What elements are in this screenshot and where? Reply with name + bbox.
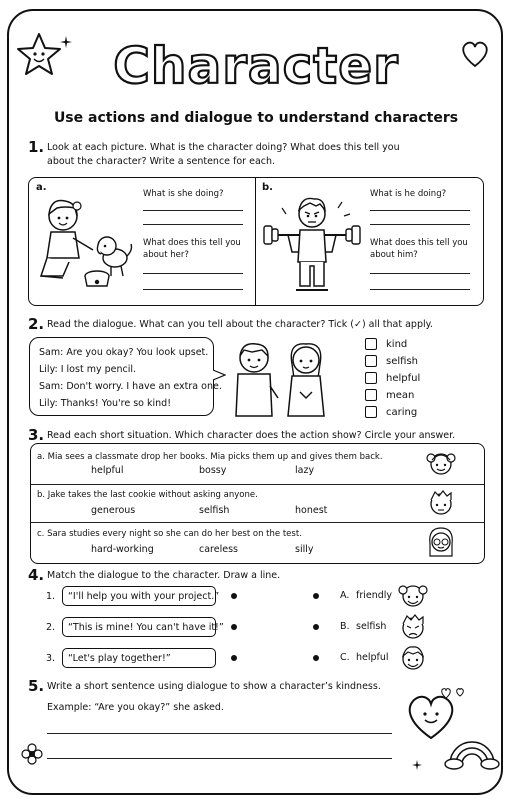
trait-option[interactable]	[365, 389, 414, 401]
q5-number: 5.	[28, 677, 45, 695]
match-dot-right[interactable]	[313, 624, 319, 630]
q3-instructions: Read each short situation. Which character does the action show? Circle your answer.	[47, 430, 456, 441]
q5-example: Example: “Are you okay?” she asked.	[47, 702, 224, 713]
helpful-boy-face-icon	[398, 642, 428, 674]
trait-label: kind	[386, 338, 408, 350]
answer-line[interactable]	[47, 733, 392, 734]
sparkle-icon	[412, 760, 422, 770]
dialogue-lines	[39, 344, 222, 412]
q2-instructions: Read the dialogue. What can you tell about the character? Tick (✓) all that apply.	[47, 319, 433, 330]
trait-option[interactable]	[365, 406, 417, 418]
trait-option[interactable]	[365, 338, 407, 350]
q1-instructions-line2: about the character? Write a sentence for each.	[47, 156, 276, 167]
checkbox[interactable]	[365, 406, 377, 418]
match-letter: B.	[340, 621, 350, 632]
q1b-prompt2-line2: about him?	[370, 250, 418, 260]
q4-number: 4.	[28, 566, 45, 584]
match-letter: A.	[340, 590, 350, 601]
q1b-label: b.	[262, 182, 273, 193]
match-dot-right[interactable]	[313, 593, 319, 599]
dialogue-line: Lily: Thanks! You're so kind!	[39, 398, 171, 409]
answer-choice[interactable]: selfish	[199, 505, 230, 516]
match-number: 2.	[46, 622, 56, 633]
q1a-prompt1: What is she doing?	[143, 189, 224, 199]
q5-instructions: Write a short sentence using dialogue to show a character’s kindness.	[47, 681, 381, 692]
q2-number: 2.	[28, 315, 45, 333]
situation-c-text: c. Sara studies every night so she can do her best on the test.	[37, 529, 302, 539]
q1a-prompt2-line2: about her?	[143, 250, 189, 260]
answer-line[interactable]	[47, 758, 392, 759]
match-dot-left[interactable]	[231, 655, 237, 661]
dialogue-line: Sam: Don't worry. I have an extra one.	[39, 381, 222, 392]
q1a-label: a.	[36, 182, 47, 193]
row-divider	[31, 484, 484, 485]
girl-feeding-dog-image	[35, 192, 135, 296]
q1a-prompt2-line1: What does this tell you	[143, 238, 241, 248]
answer-choice[interactable]: bossy	[199, 465, 227, 476]
answer-choice[interactable]: helpful	[91, 465, 124, 476]
mia-face-icon	[426, 446, 456, 482]
situation-b-text: b. Jake takes the last cookie without asking anyone.	[37, 490, 258, 500]
rainbow-icon	[444, 726, 500, 770]
boy-lifting-weights-image	[258, 186, 366, 302]
match-number: 1.	[46, 591, 56, 602]
dialogue-quote: “This is mine! You can't have it!”	[62, 617, 216, 637]
row-divider	[31, 522, 484, 523]
selfish-boy-face-icon	[398, 611, 428, 643]
q3-number: 3.	[28, 426, 45, 444]
match-trait: helpful	[356, 652, 389, 663]
match-dot-left[interactable]	[231, 624, 237, 630]
trait-label: helpful	[386, 372, 421, 384]
answer-line[interactable]	[370, 224, 470, 225]
jake-face-icon	[426, 486, 456, 520]
checkbox[interactable]	[365, 372, 377, 384]
answer-line[interactable]	[143, 224, 243, 225]
answer-choice[interactable]: generous	[91, 505, 136, 516]
speech-tail-icon	[212, 368, 226, 382]
page-title: Character	[113, 37, 399, 95]
checkbox[interactable]	[365, 355, 377, 367]
answer-choice[interactable]: honest	[295, 505, 328, 516]
answer-line[interactable]	[370, 289, 470, 290]
trait-option[interactable]	[365, 355, 418, 367]
page-subtitle: Use actions and dialogue to understand characters	[53, 110, 459, 126]
answer-line[interactable]	[370, 210, 470, 211]
sara-face-icon	[426, 524, 456, 560]
trait-option[interactable]	[365, 372, 420, 384]
trait-label: selfish	[386, 355, 418, 367]
q1b-prompt1: What is he doing?	[370, 189, 447, 199]
answer-line[interactable]	[370, 273, 470, 274]
q1b-prompt2-line1: What does this tell you	[370, 238, 468, 248]
q1-number: 1.	[28, 138, 45, 156]
trait-label: caring	[386, 406, 418, 418]
dialogue-quote: “I'll help you with your project.”	[62, 586, 216, 606]
match-dot-right[interactable]	[313, 655, 319, 661]
dialogue-line: Sam: Are you okay? You look upset.	[39, 347, 209, 358]
match-trait: selfish	[356, 621, 387, 632]
answer-choice[interactable]: lazy	[295, 465, 315, 476]
dialogue-line: Lily: I lost my pencil.	[39, 364, 137, 375]
match-trait: friendly	[356, 590, 393, 601]
checkbox[interactable]	[365, 389, 377, 401]
q1-instructions-line1: Look at each picture. What is the character doing? What does this tell you	[47, 142, 400, 153]
answer-choice[interactable]: silly	[295, 544, 314, 555]
trait-label: mean	[386, 389, 415, 401]
match-dot-left[interactable]	[231, 593, 237, 599]
friendly-girl-face-icon	[398, 580, 428, 612]
answer-choice[interactable]: careless	[199, 544, 238, 555]
answer-line[interactable]	[143, 273, 243, 274]
q1-divider	[255, 178, 256, 305]
dialogue-quote: “Let's play together!”	[62, 648, 216, 668]
small-hearts-icon	[440, 686, 468, 700]
answer-choice[interactable]: hard-working	[91, 544, 154, 555]
checkbox[interactable]	[365, 338, 377, 350]
flower-icon	[20, 742, 44, 766]
match-number: 3.	[46, 653, 56, 664]
situation-a-text: a. Mia sees a classmate drop her books. Mia picks them up and gives them back.	[37, 452, 383, 462]
answer-line[interactable]	[143, 289, 243, 290]
match-letter: C.	[340, 652, 350, 663]
sam-and-lily-image	[226, 336, 338, 422]
answer-line[interactable]	[143, 210, 243, 211]
q4-instructions: Match the dialogue to the character. Draw a line.	[47, 570, 281, 581]
